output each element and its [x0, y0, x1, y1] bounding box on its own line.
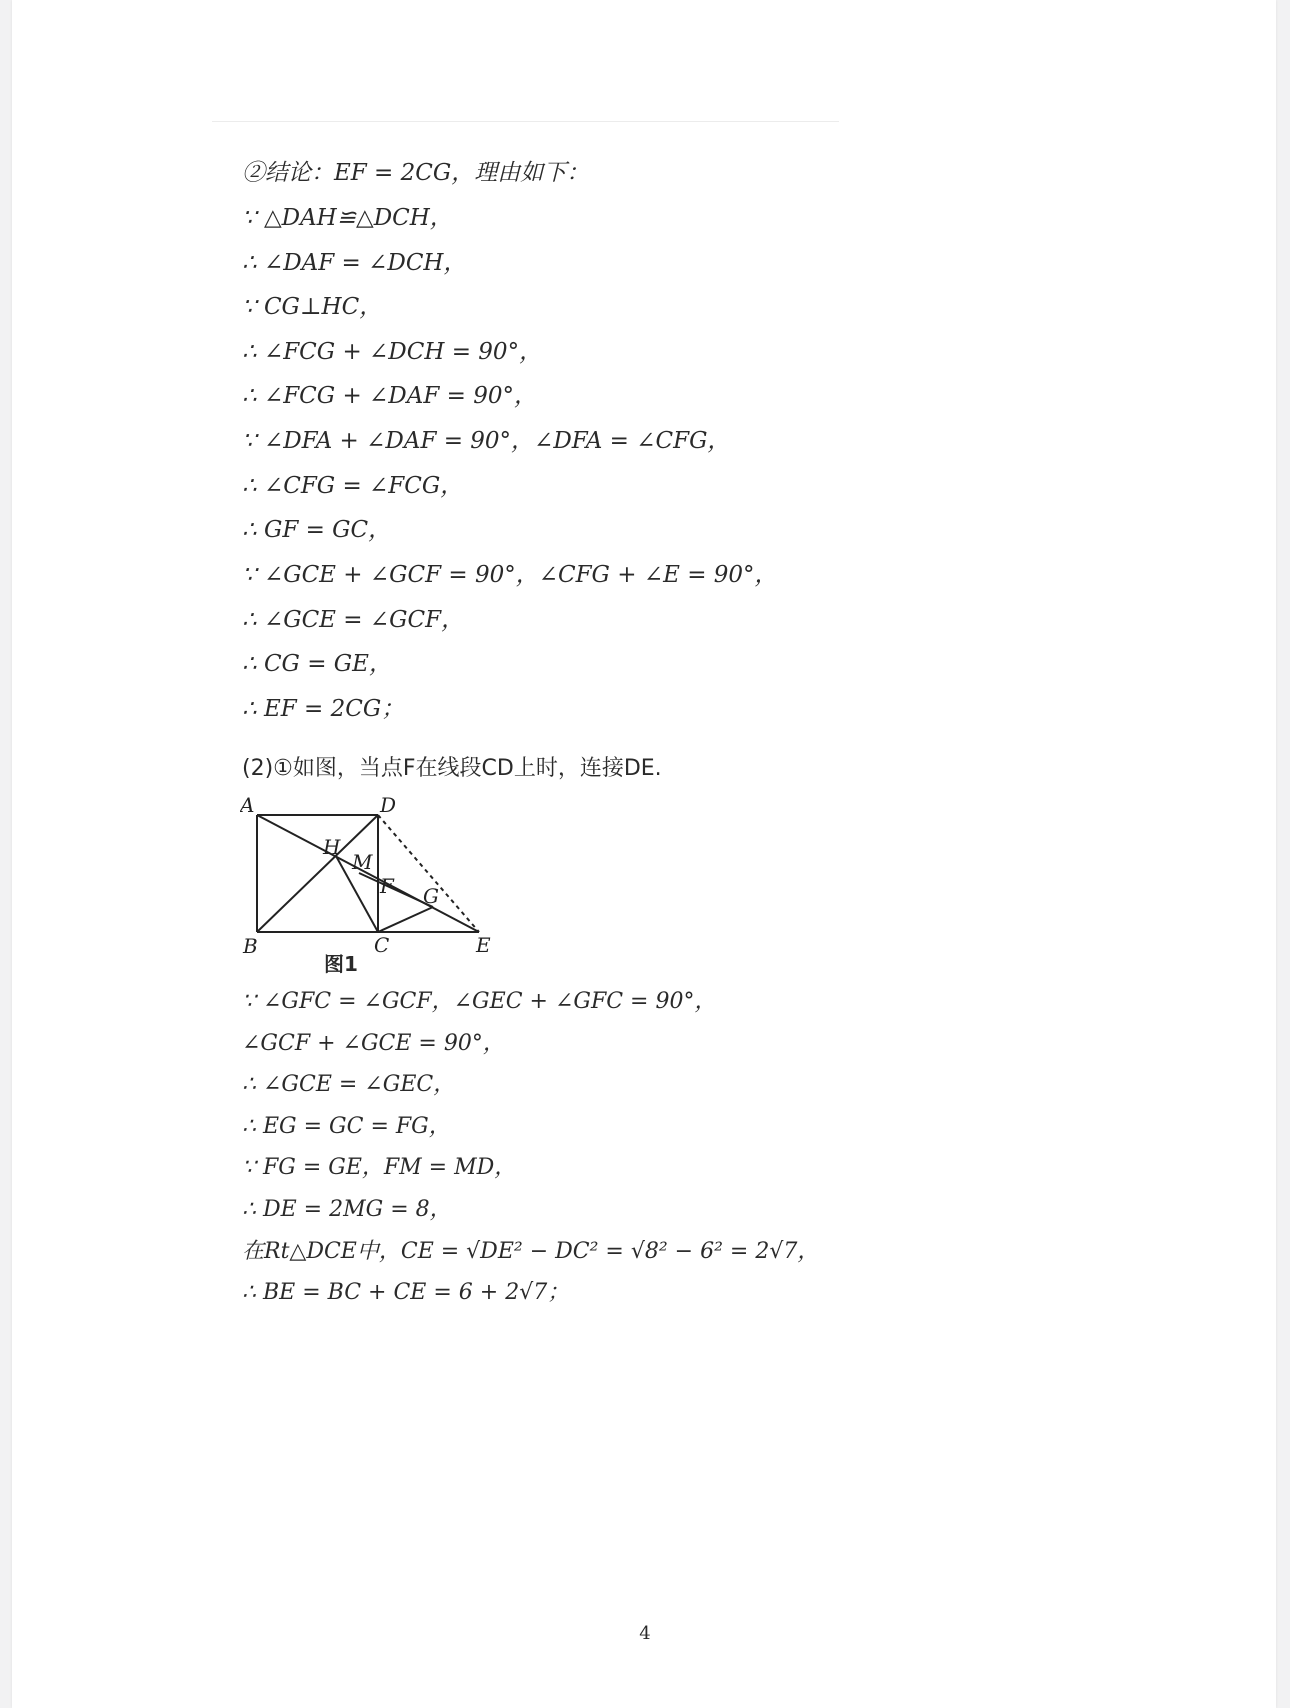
proof-line: ∵ ∠GFC = ∠GCF，∠GEC + ∠GFC = 90°，: [242, 989, 717, 1014]
proof-line: ②结论：EF = 2CG，理由如下：: [242, 160, 590, 186]
label-H: H: [323, 835, 341, 859]
proof-line: ∴ ∠FCG + ∠DAF = 90°，: [242, 383, 537, 409]
proof-line: ∴ ∠GCE = ∠GEC，: [242, 1072, 456, 1097]
document-page: [12, 0, 1276, 1708]
label-C: C: [374, 933, 390, 957]
proof-line: ∴ ∠DAF = ∠DCH，: [242, 250, 467, 276]
label-B: B: [243, 934, 258, 958]
proof-line: ∴ EG = GC = FG，: [242, 1114, 451, 1139]
proof-line: ∵ ∠DFA + ∠DAF = 90°，∠DFA = ∠CFG，: [242, 428, 731, 454]
figure-caption: 图1: [324, 952, 358, 976]
proof-line: ∴ DE = 2MG = 8，: [242, 1197, 452, 1222]
proof-line: ∠GCF + ∠GCE = 90°，: [242, 1031, 505, 1056]
proof-line: ∴ CG = GE，: [242, 651, 392, 677]
part-two-intro: (2)①如图，当点F在线段CD上时，连接DE.: [242, 756, 662, 781]
proof-line: ∵ FG = GE，FM = MD，: [242, 1155, 517, 1180]
proof-line: ∵ CG⊥HC，: [242, 294, 383, 320]
proof-line: ∴ BE = BC + CE = 6 + 2√7；: [242, 1280, 570, 1305]
proof-line: ∴ ∠CFG = ∠FCG，: [242, 473, 464, 499]
label-M: M: [352, 850, 373, 874]
segment-CG: [378, 907, 433, 932]
header-divider: [212, 121, 839, 122]
proof-line: ∵ △DAH≌△DCH，: [242, 205, 453, 231]
proof-line: ∴ GF = GC，: [242, 517, 392, 543]
label-E: E: [476, 933, 491, 957]
proof-line: 在Rt△DCE中，CE = √DE² − DC² = √8² − 6² = 2√7，: [242, 1239, 820, 1264]
label-A: A: [240, 793, 255, 817]
proof-line: ∴ ∠FCG + ∠DCH = 90°，: [242, 339, 543, 365]
proof-line: ∵ ∠GCE + ∠GCF = 90°，∠CFG + ∠E = 90°，: [242, 562, 778, 588]
page-number: 4: [639, 1623, 651, 1644]
label-D: D: [380, 793, 397, 817]
figure-svg: [240, 792, 498, 977]
label-F: F: [380, 874, 394, 898]
segment-MG: [359, 873, 433, 907]
geometry-figure: [240, 792, 498, 977]
proof-line: ∴ ∠GCE = ∠GCF，: [242, 607, 465, 633]
label-G: G: [423, 884, 439, 908]
proof-line: ∴ EF = 2CG；: [242, 696, 405, 722]
